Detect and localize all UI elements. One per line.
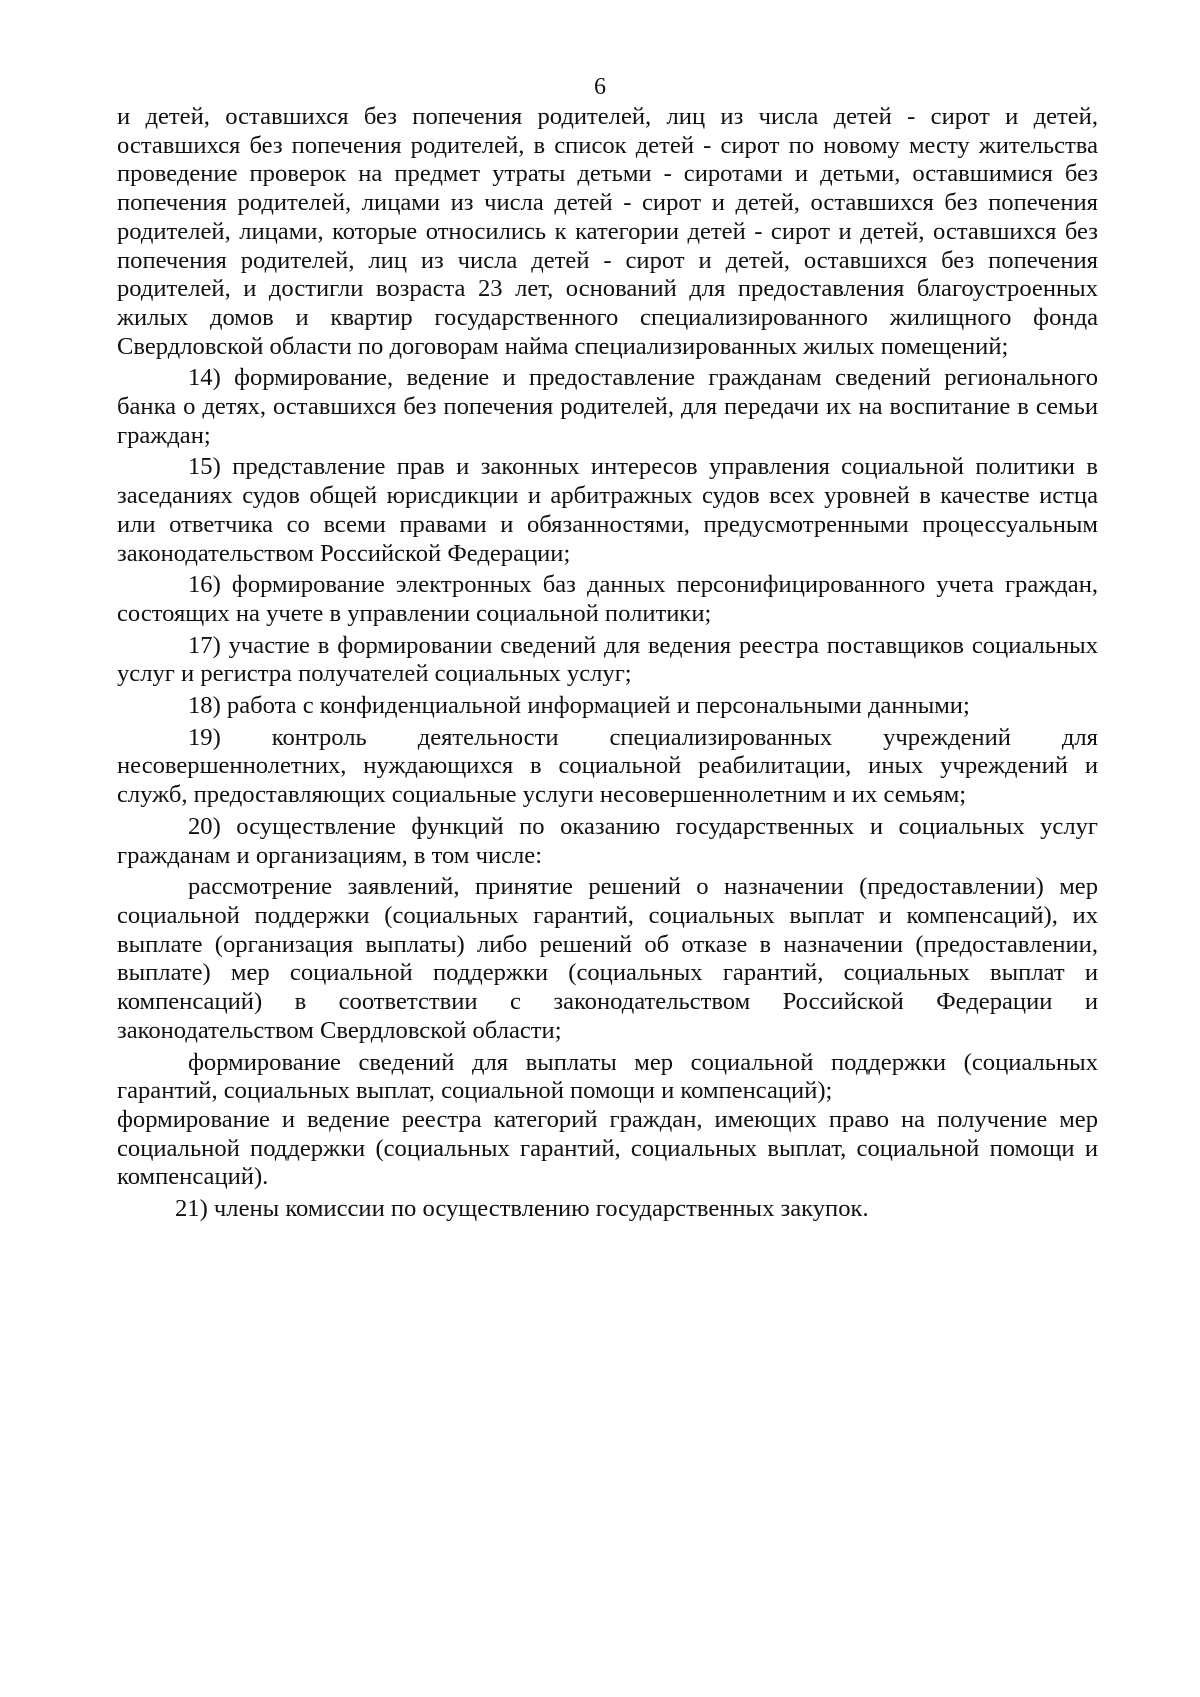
- sub-item-applications: рассмотрение заявлений, принятие решений о назначении (предоставлении) мер социальной поддержки (социальных гарантий, социальных выплат и компенсаций), их выплате (организация выплаты) либо решений об отказе в назначении (предоставлении, выплате) мер социальной поддержки (социальных гарантий, социальных выплат и компенсаций) в соответствии с законодательством Российской Федерации и законодательством Свердловской области;: [117, 873, 1098, 1044]
- sub-item-payment-data: формирование сведений для выплаты мер социальной поддержки (социальных гарантий, социальных выплат, социальной помощи и компенсаций);: [117, 1048, 1098, 1105]
- page-number: 6: [594, 74, 606, 100]
- list-item-17: 17) участие в формировании сведений для ведения реестра поставщиков социальных услуг и регистра получателей социальных услуг;: [117, 631, 1098, 688]
- document-body: [117, 103, 1098, 1224]
- list-item-21: 21) члены комиссии по осуществлению государственных закупок.: [175, 1195, 869, 1223]
- list-item-15: 15) представление прав и законных интересов управления социальной политики в заседаниях судов общей юрисдикции и арбитражных судов всех уровней в качестве истца или ответчика со всеми правами и обязанностями, предусмотренными процессуальным законодательством Российской Федерации;: [117, 453, 1098, 567]
- list-item-16: 16) формирование электронных баз данных персонифицированного учета граждан, состоящих на учете в управлении социальной политики;: [117, 571, 1098, 627]
- list-item-18: 18) работа с конфиденциальной информацией и персональными данными;: [188, 692, 970, 720]
- list-item-20: 20) осуществление функций по оказанию государственных и социальных услуг гражданам и организациям, в том числе:: [117, 812, 1098, 869]
- list-item-19: 19) контроль деятельности специализированных учреждений для несовершеннолетних, нуждающихся в социальной реабилитации, иных учреждений и служб, предоставляющих социальные услуги несовершеннолетним и их семьям;: [117, 723, 1098, 809]
- sub-item-registry: формирование и ведение реестра категорий граждан, имеющих право на получение мер социальной поддержки (социальных гарантий, социальных выплат, социальной помощи и компенсаций).: [117, 1105, 1098, 1191]
- paragraph-continuation: и детей, оставшихся без попечения родителей, лиц из числа детей - сирот и детей, оставшихся без попечения родителей, в список детей - сирот по новому месту жительства проведение проверок на предмет утраты детьми - сиротами и детьми, оставшимися без попечения родителей, лицами из числа детей - сирот и детей, оставшихся без попечения родителей, лицами, которые относились к категории детей - сирот и детей, оставшихся без попечения родителей, лиц из числа детей - сирот и детей, оставшихся без попечения родителей, и достигли возраста 23 лет, оснований для предоставления благоустроенных жилых домов и квартир государственного специализированного жилищного фонда Свердловской области по договорам найма специализированных жилых помещений;: [117, 103, 1098, 360]
- list-item-14: 14) формирование, ведение и предоставление гражданам сведений регионального банка о детях, оставшихся без попечения родителей, для передачи их на воспитание в семьи граждан;: [117, 364, 1098, 449]
